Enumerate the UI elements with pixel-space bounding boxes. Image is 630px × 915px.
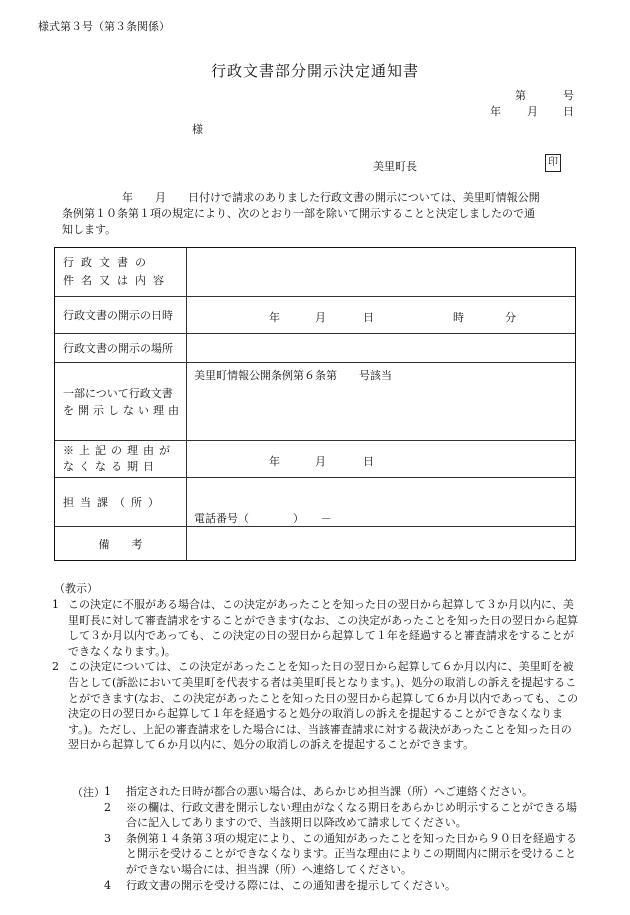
value-document-subject[interactable] [187,248,575,296]
note-item [104,831,582,878]
row-department [55,477,575,526]
note-item [104,800,582,831]
note-text: 指定された日時が都合の悪い場合は、あらかじめ担当課（所）へご連絡ください。 [126,785,533,798]
label-nondisclosure-reason-b: を開示しない理由 [63,403,183,417]
label-nondisclosure-reason [55,363,187,440]
disclosure-table [54,247,576,561]
dt-month: 月 [315,311,326,324]
value-nondisclosure-reason[interactable] [187,363,575,440]
seal-stamp: 印 [545,154,561,172]
value-disclosure-place[interactable] [187,334,575,362]
issuer-mayor: 美里町長 [373,160,417,173]
note-item [104,878,582,894]
instruction-number: 2 [52,660,59,674]
instruction-number: 1 [52,598,59,611]
exp-month: 月 [315,455,326,468]
label-department: 担当課（所） [55,478,187,526]
instruction-text: この決定に不服がある場合は、この決定があったことを知った日の翌日から起算して３か月以内に、美里町長に対して審査請求をすることができます(なお、この決定があったことを知った日の翌日から起算して３か月以内であっても、この決定の日の翌日から起算して１年を経過すると審査請求をすることができなくなります。)。 [68,598,579,658]
label-document-subject-a: 行政文書の [63,256,153,269]
row-disclosure-datetime [55,296,575,333]
instruction-heading: （教示） [54,582,98,595]
instruction-text: この決定については、この決定があったことを知った日の翌日から起算して６か月以内に、美里町を被告として(訴訟において美里町を代表する者は美里町長となります。)、処分の取消しの訴えを提起することができます(なお、この決定があったことを知った日の翌日から起算して６か月以内であっても、この決定の日の翌日から起算して１年を経過すると処分の取消しの訴えを提起することができなくなります。)。ただし、上記の審査請求をした場合には、当該審査請求に対する裁決があったことを知った日の翌日から起算して６か月以内に、処分の取消しの訴えを提起することができます。 [68,660,579,752]
notes-heading: （注） [72,786,105,799]
note-number: 2 [104,800,111,814]
date-day: 日 [563,105,574,118]
note-text: ※の欄は、行政文書を開示しない理由がなくなる期日をあらかじめ明示することができる場合に記入してありますので、当該期日以降改めて請求してください。 [126,800,577,830]
label-reason-expiry-date [55,441,187,477]
date-year: 年 [490,105,501,118]
instruction-item [52,597,582,659]
addressee: 様 [192,123,203,136]
form-number: 様式第３号（第３条関係） [38,20,170,33]
label-remarks: 備 考 [55,527,187,560]
value-reason-expiry-date[interactable] [187,441,575,477]
dt-day: 日 [363,311,374,324]
value-disclosure-datetime[interactable] [187,297,575,333]
exp-day: 日 [363,455,374,468]
note-text: 条例第１４条第３項の規定により、この通知があったことを知った日から９０日を経過すると開示を受けることができなくなります。正当な理由によりこの期間内に開示を受けることができない場合には、担当課（所）へ連絡してください。 [126,831,577,876]
notice-line-3: 知します。 [62,223,117,236]
note-number: 3 [104,831,111,845]
label-disclosure-datetime: 行政文書の開示の日時 [55,297,187,333]
notice-line-1: 年 月 日付けで請求のありました行政文書の開示については、美里町情報公開 [122,191,540,204]
row-reason-expiry-date [55,440,575,477]
doc-number-suffix: 号 [563,89,574,102]
dt-year: 年 [269,311,280,324]
dt-hour: 時 [453,311,464,324]
label-nondisclosure-reason-a: 一部について行政文書 [63,386,173,400]
instruction-list [52,597,582,753]
notice-line-2: 条例第１０条第１項の規定により、次のとおり一部を除いて開示することと決定しましたので通 [62,207,535,220]
row-nondisclosure-reason [55,362,575,440]
label-reason-expiry-date-a: ※上記の理由が [63,444,175,457]
date-month: 月 [527,105,538,118]
exp-year: 年 [269,455,280,468]
value-department[interactable] [187,478,575,526]
label-document-subject [55,248,187,296]
document-title: 行政文書部分開示決定通知書 [210,62,419,80]
row-document-subject [55,248,575,296]
doc-number-prefix: 第 [515,89,526,102]
value-remarks[interactable] [187,527,575,560]
note-number: 4 [104,878,111,892]
phone-number: 電話番号（ ） － [194,512,332,525]
dt-minute: 分 [505,311,516,324]
instruction-item [52,659,582,753]
label-document-subject-b: 件名又は内容 [63,274,171,287]
row-disclosure-place [55,333,575,362]
label-disclosure-place: 行政文書の開示の場所 [55,334,187,362]
row-remarks [55,526,575,560]
note-text: 行政文書の開示を受ける際には、この通知書を提示してください。 [126,878,456,892]
note-number: 1 [104,785,111,798]
notice-body [62,190,582,238]
reason-clause: 美里町情報公開条例第６条第 号該当 [194,369,392,382]
notes-list [104,784,582,893]
label-reason-expiry-date-b: なくなる期日 [63,460,159,473]
note-item [104,784,582,800]
